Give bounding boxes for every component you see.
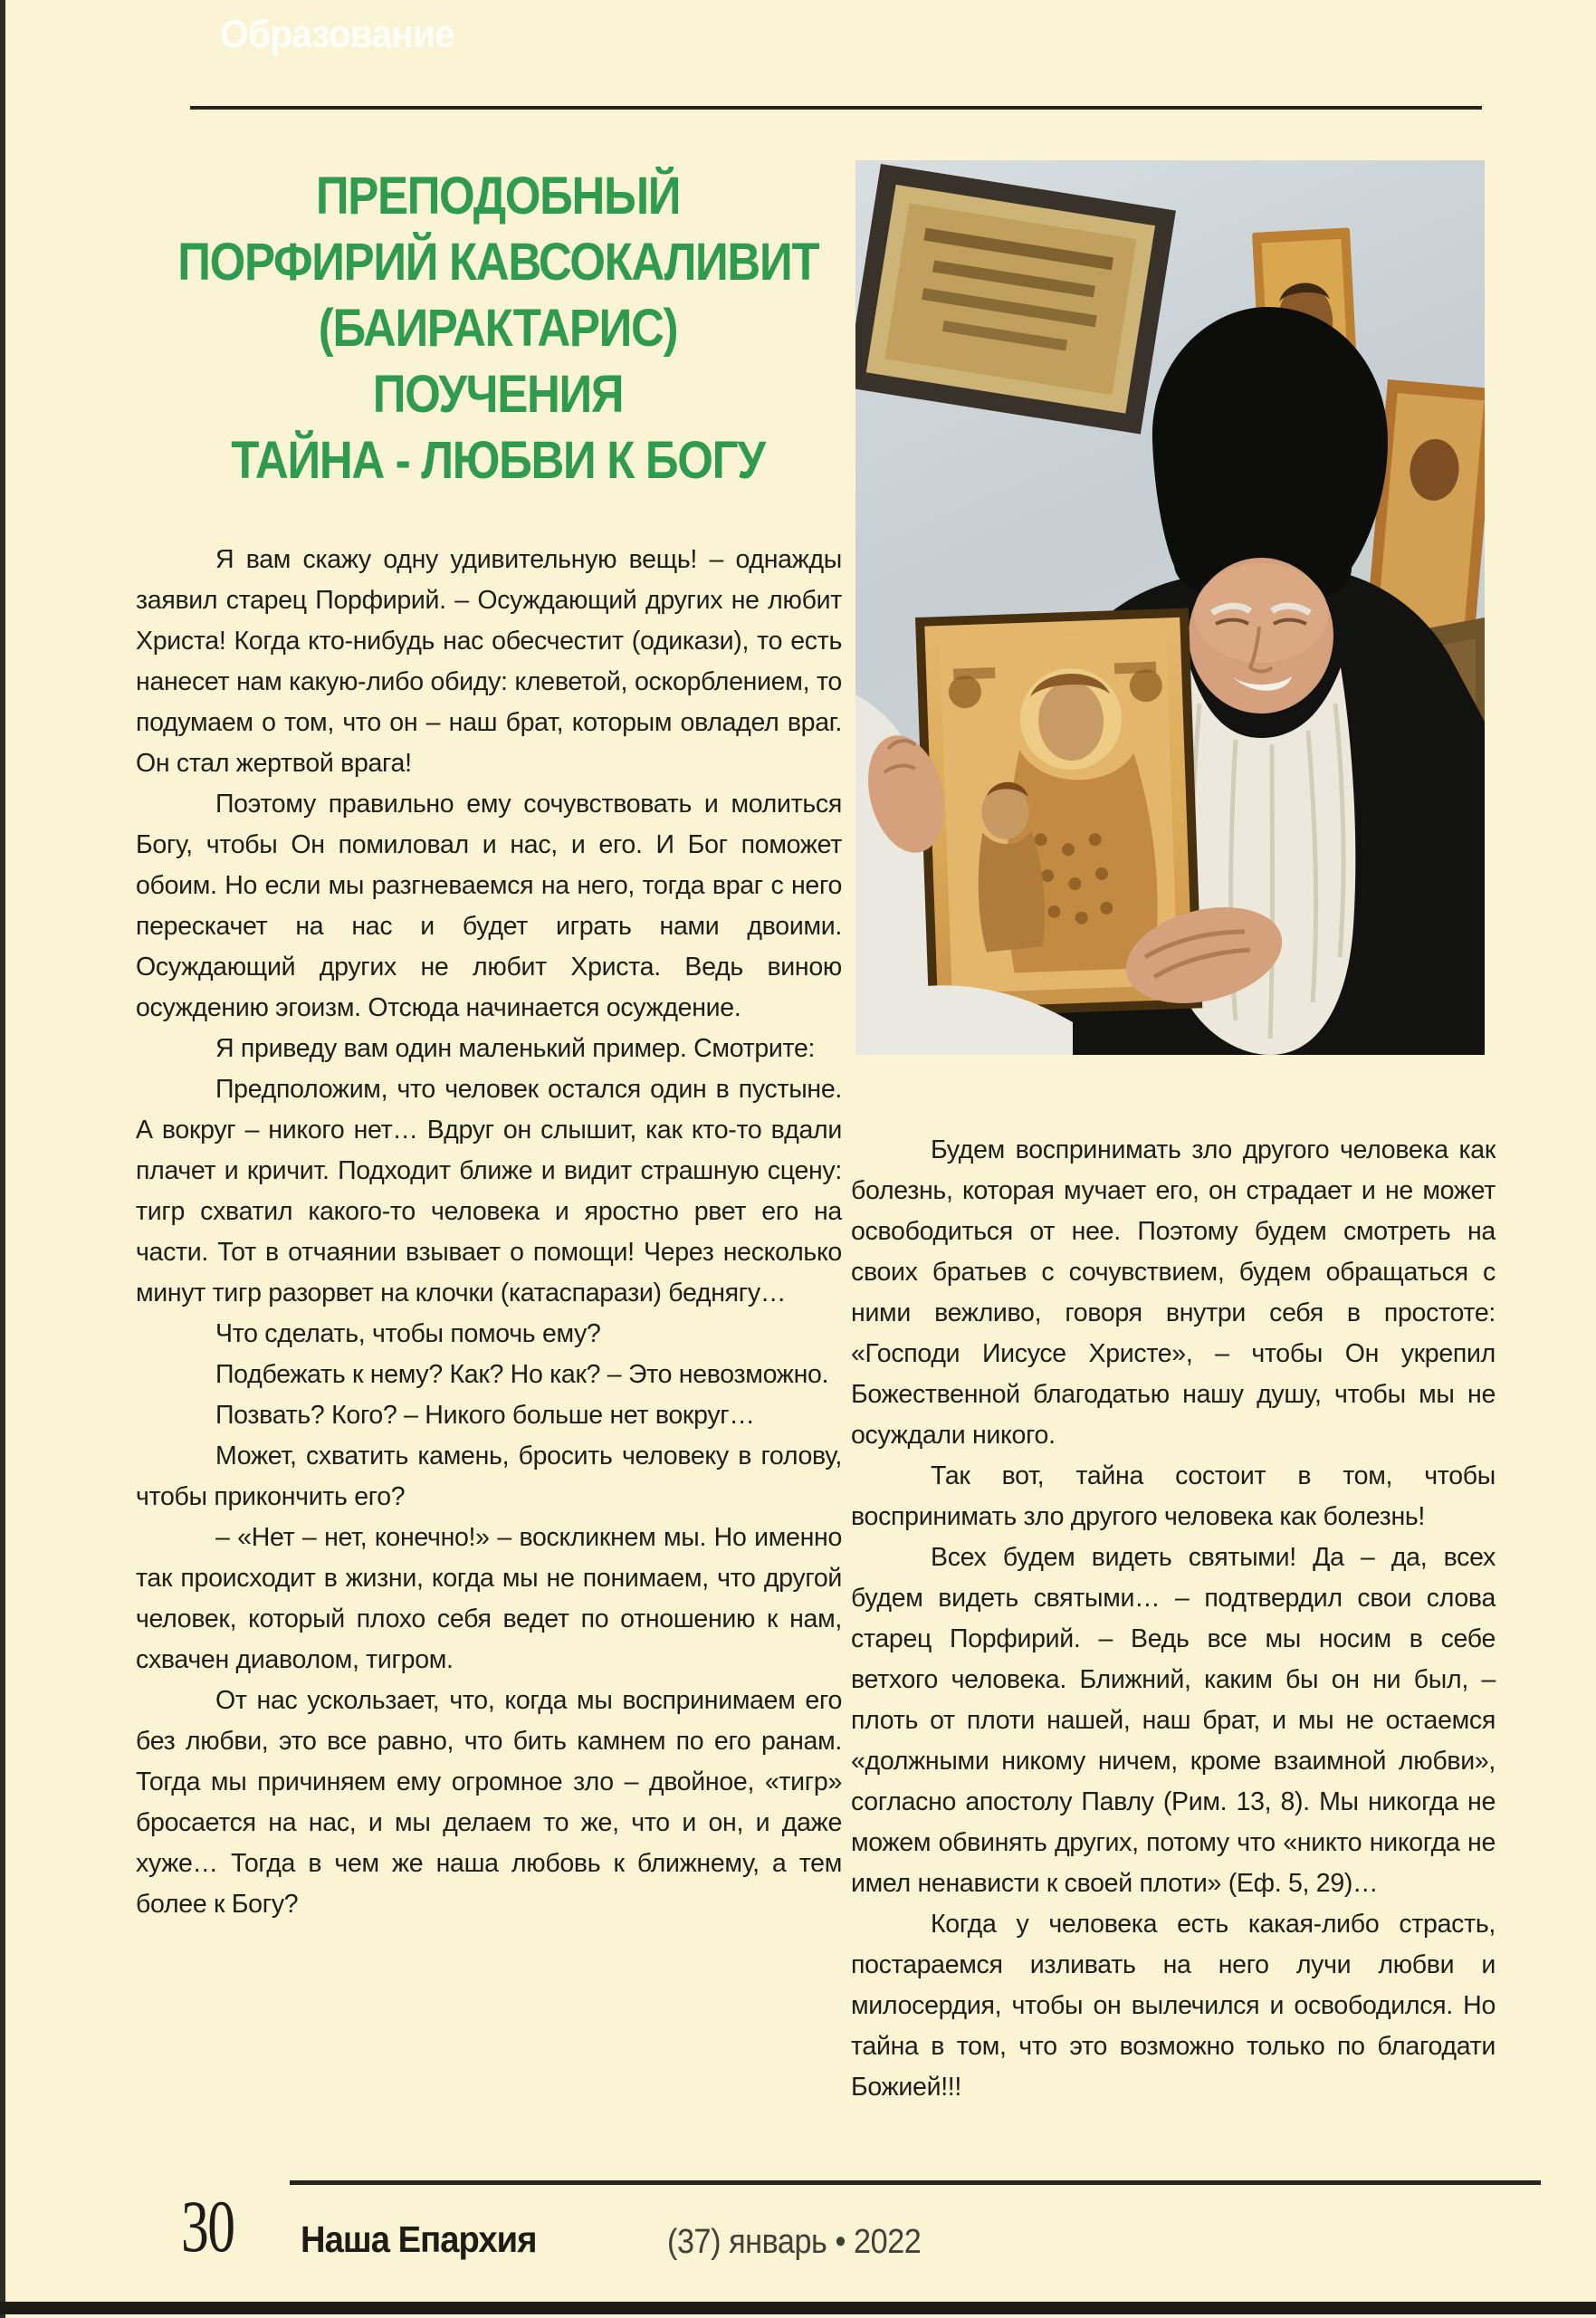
journal-name: Наша Епархия [301, 2218, 537, 2260]
paragraph: От нас ускользает, что, когда мы воспринимаем его без любви, это все равно, что бить камнем по его ранам. Тогда мы причиняем ему огромное зло – двойное, «тигр» бросается на нас, и мы делаем то же, что и он, и даже хуже… Тогда в чем же наша любовь к ближнему, а тем более к Богу? [136, 1686, 842, 1919]
article-title [177, 163, 818, 493]
paragraph: Может, схватить камень, бросить человеку в голову, чтобы прикончить его? [136, 1442, 842, 1511]
paragraph: Будем воспринимать зло другого человека как болезнь, которая мучает его, он страдает и не может освободиться от нее. Поэтому будем смотреть на своих братьев с сочувствием, будем обращаться с ними вежливо, говоря внутри себя в простоте: «Господи Иисусе Христе», – чтобы Он укрепил Божественной благодатью нашу душу, чтобы мы не осуждали никого. [851, 1135, 1496, 1450]
photo-illustration [855, 160, 1485, 1055]
article-title-line: ПОУЧЕНИЯ [372, 365, 624, 424]
paragraph: Так вот, тайна состоит в том, чтобы воспринимать зло другого человека как болезнь! [851, 1461, 1496, 1531]
page-number: 30 [181, 2185, 234, 2267]
paragraph: Подбежать к нему? Как? Но как? – Это невозможно. [215, 1360, 829, 1389]
page-bottom-edge [0, 2302, 1596, 2314]
page-left-edge [0, 0, 5, 2318]
article-title-line: ПОРФИРИЙ КАВСОКАЛИВИТ [177, 233, 819, 292]
framed-plaque [855, 164, 1176, 435]
footer-rule [290, 2180, 1541, 2185]
article-title-line: ПРЕПОДОБНЫЙ [315, 167, 681, 225]
paragraph: Когда у человека есть какая-либо страсть, постараемся изливать на него лучи любви и милосердия, чтобы он вылечился и освободился. Но тайна в том, что это возможно только по благодати Божией!!! [851, 1910, 1496, 2102]
section-label: Образование [220, 13, 454, 56]
header-rule [190, 106, 1482, 110]
right-column [851, 1130, 1496, 2108]
paragraph: Я вам скажу одну удивительную вещь! – однажды заявил старец Порфирий. – Осуждающий других не любит Христа! Когда кто-нибудь нас обесчестит (одикази), то есть нанесет нам какую-либо обиду: клеветой, оскорблением, то подумаем о том, что он – наш брат, которым овладел враг. Он стал жертвой врага! [136, 545, 842, 778]
paragraph: – «Нет – нет, конечно!» – воскликнем мы. Но именно так происходит в жизни, когда мы не понимаем, что другой человек, который плохо себя ведет по отношению к нам, схвачен диаволом, тигром. [136, 1523, 842, 1674]
paragraph: Позвать? Кого? – Никого больше нет вокруг… [215, 1401, 755, 1430]
issue-info: (37) январь • 2022 [667, 2223, 922, 2261]
paragraph: Всех будем видеть святыми! Да – да, всех будем видеть святыми… – подтвердил свои слова старец Порфирий. – Ведь все мы носим в себе ветхого человека. Ближний, каким бы он ни был, – плоть от плоти нашей, наш брат, и мы не остаемся «должными никому ничем, кроме взаимной любви», согласно апостолу Павлу (Рим. 13, 8). Мы никогда не можем обвинять других, потому что «никто никогда не имел ненависти к своей плоти» (Еф. 5, 29)… [851, 1543, 1496, 1898]
left-column [136, 540, 842, 1925]
article-title-line: ТАЙНА - ЛЮБВИ К БОГУ [231, 431, 765, 490]
paragraph: Поэтому правильно ему сочувствовать и молиться Богу, чтобы Он помиловал и нас, и его. И Бог поможет обоим. Но если мы разгневаемся на него, тогда враг с него перескачет на нас и будет играть нами двоими. Осуждающий других не любит Христа. Ведь виною осуждению эгоизм. Отсюда начинается осуждение. [136, 790, 842, 1022]
paragraph: Я приведу вам один маленький пример. Смотрите: [215, 1034, 816, 1063]
elder-porphyrios-photo [855, 160, 1485, 1055]
paragraph: Что сделать, чтобы помочь ему? [215, 1319, 601, 1348]
paragraph: Предположим, что человек остался один в пустыне. А вокруг – никого нет… Вдруг он слышит, как кто-то вдали плачет и кричит. Подходит ближе и видит страшную сцену: тигр схватил какого-то человека и яростно рвет его на части. Тот в отчаянии взывает о помощи! Через несколько минут тигр разорвет на клочки (катаспарази) беднягу… [136, 1075, 842, 1307]
article-title-line: (БАИРАКТАРИС) [318, 299, 678, 358]
